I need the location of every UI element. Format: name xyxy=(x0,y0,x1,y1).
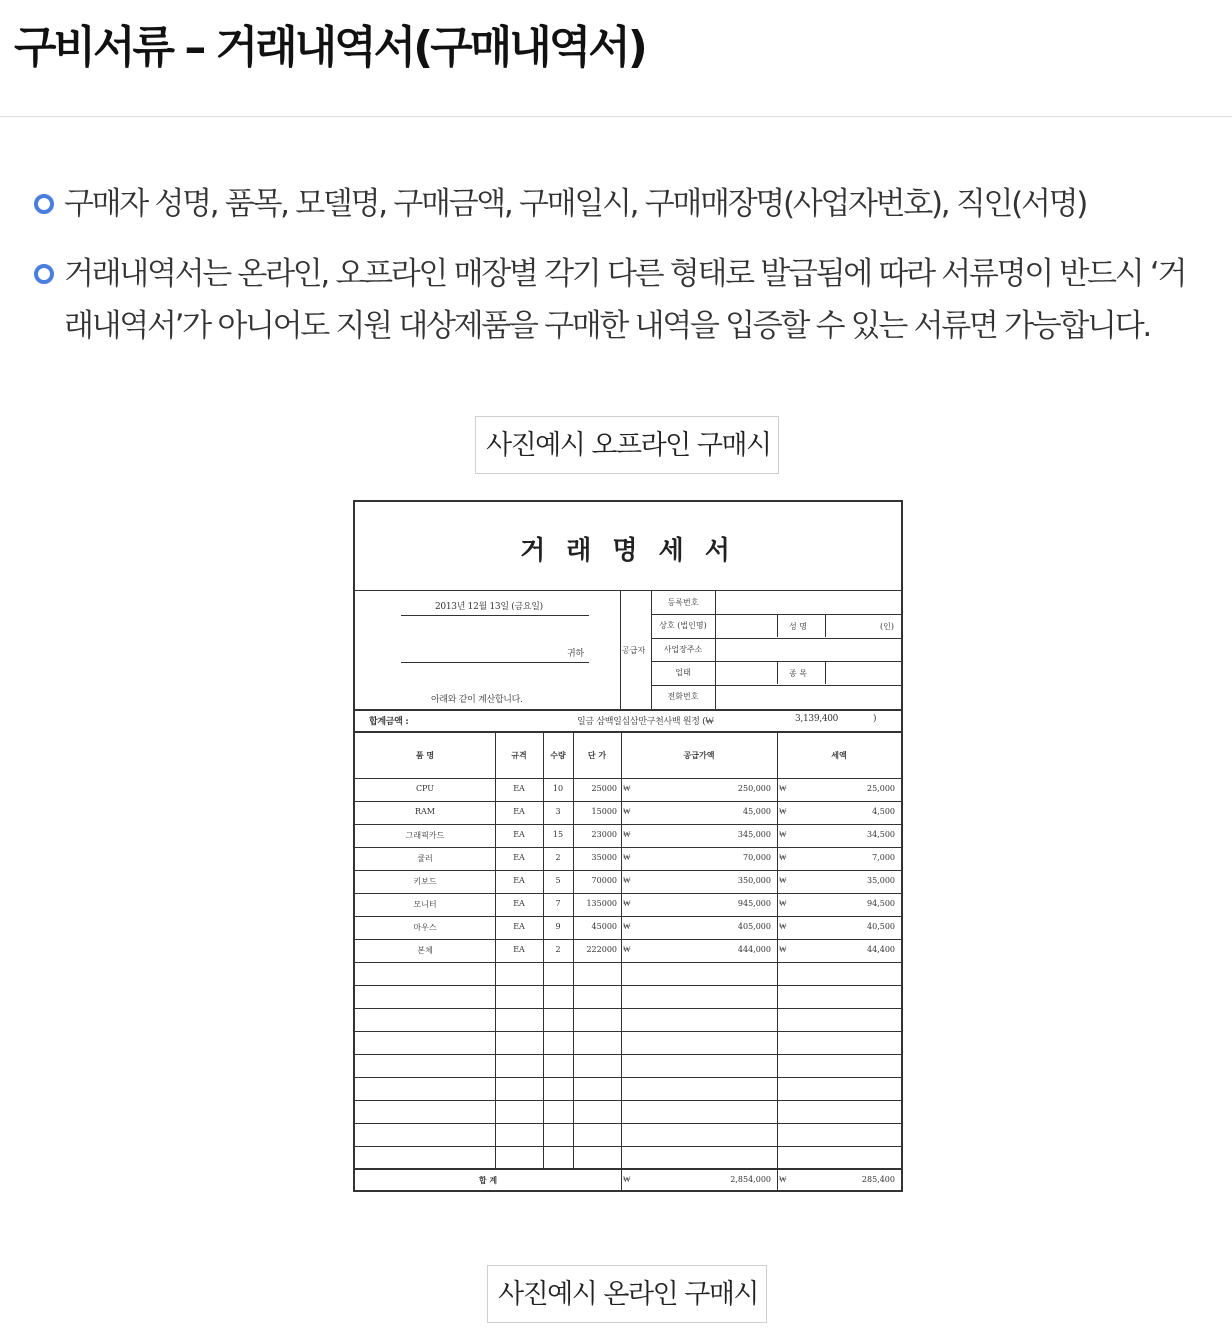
item-price: 70000 xyxy=(591,876,617,885)
item-name: 모니터 xyxy=(413,900,437,909)
divider xyxy=(651,591,652,709)
item-supply: 250,000 xyxy=(737,784,771,793)
divider xyxy=(825,614,826,637)
divider xyxy=(651,638,901,639)
supplier-extra: (인) xyxy=(880,622,894,631)
item-qty: 15 xyxy=(552,830,564,839)
currency-symbol: ₩ xyxy=(779,922,787,931)
currency-symbol: ₩ xyxy=(623,922,631,931)
invoice-note: 아래와 같이 계산합니다. xyxy=(431,695,523,705)
divider xyxy=(355,1054,901,1055)
recipient-suffix: 귀하 xyxy=(567,649,584,659)
column-header: 수량 xyxy=(550,750,566,760)
divider xyxy=(777,1169,778,1190)
supplier-field-label: 등록번호 xyxy=(667,598,699,607)
divider xyxy=(355,778,901,779)
divider xyxy=(777,733,778,1169)
divider xyxy=(355,801,901,802)
item-tax: 40,500 xyxy=(867,922,895,931)
column-header: 공급가액 xyxy=(683,750,715,760)
item-unit: EA xyxy=(513,922,525,931)
item-supply: 45,000 xyxy=(743,807,771,816)
supplier-field-label: 전화번호 xyxy=(667,691,699,701)
sum-label: 합 계 xyxy=(478,1175,498,1185)
divider xyxy=(355,1077,901,1078)
total-text: 일금 삼백일십삼만구천사백 원정 (₩ xyxy=(577,717,714,727)
divider xyxy=(715,591,716,709)
bullet-text: 구매자 성명, 품목, 모델명, 구매금액, 구매일시, 구매매장명(사업자번호), 직인(서명) xyxy=(64,186,1087,222)
item-price: 222000 xyxy=(586,945,617,954)
divider xyxy=(621,1169,622,1190)
divider xyxy=(355,847,901,848)
supplier-extra: 성 명 xyxy=(789,622,807,631)
item-unit: EA xyxy=(513,784,525,793)
item-supply: 345,000 xyxy=(737,830,771,839)
item-tax: 7,000 xyxy=(872,853,895,862)
divider xyxy=(355,1146,901,1147)
item-supply: 350,000 xyxy=(737,876,771,885)
list-item xyxy=(32,248,1212,352)
currency-symbol: ₩ xyxy=(623,876,631,885)
supplier-field-label: 사업장주소 xyxy=(663,644,703,654)
divider xyxy=(651,685,901,686)
invoice-title: 거 래 명 세 서 xyxy=(520,536,736,566)
divider xyxy=(651,661,901,662)
column-header: 규격 xyxy=(511,750,527,760)
currency-symbol: ₩ xyxy=(623,807,631,816)
divider xyxy=(355,1031,901,1032)
item-qty: 10 xyxy=(552,784,564,793)
column-header: 세액 xyxy=(831,750,847,760)
item-tax: 25,000 xyxy=(867,784,895,793)
divider xyxy=(651,614,901,615)
item-price: 135000 xyxy=(586,899,617,908)
divider xyxy=(355,590,901,591)
item-supply: 70,000 xyxy=(743,853,771,862)
item-unit: EA xyxy=(513,807,525,816)
item-qty: 5 xyxy=(555,876,561,885)
item-name: 쿨러 xyxy=(417,854,433,863)
divider xyxy=(777,661,778,684)
currency-symbol: ₩ xyxy=(623,784,631,793)
list-item xyxy=(32,178,1212,230)
offline-example-button[interactable]: 사진예시 오프라인 구매시 xyxy=(475,416,779,474)
invoice-image xyxy=(353,500,903,1192)
currency-symbol: ₩ xyxy=(779,784,787,793)
invoice-date: 2013년 12월 13일 (금요일) xyxy=(435,602,543,612)
item-price: 35000 xyxy=(591,853,617,862)
item-tax: 44,400 xyxy=(867,945,895,954)
supplier-extra: 종 목 xyxy=(789,669,807,678)
divider xyxy=(777,614,778,637)
divider xyxy=(621,733,622,1169)
currency-symbol: ₩ xyxy=(779,899,787,908)
item-qty: 7 xyxy=(555,899,561,908)
item-name: 마우스 xyxy=(413,923,437,932)
requirements-list xyxy=(32,178,1212,352)
item-qty: 9 xyxy=(555,922,561,931)
item-name: CPU xyxy=(415,784,435,793)
sum-tax: 285,400 xyxy=(861,1175,895,1184)
supplier-field-label: 상호 (법인명) xyxy=(659,621,707,631)
divider xyxy=(355,893,901,894)
title-divider xyxy=(0,116,1232,117)
item-price: 15000 xyxy=(591,807,617,816)
divider xyxy=(401,615,589,616)
bullet-circle-icon xyxy=(34,194,54,214)
item-tax: 34,500 xyxy=(867,830,895,839)
bullet-circle-icon xyxy=(34,264,54,284)
divider xyxy=(355,709,901,711)
currency-symbol: ₩ xyxy=(779,807,787,816)
divider xyxy=(355,1100,901,1101)
item-unit: EA xyxy=(513,899,525,908)
item-name: 그래픽카드 xyxy=(405,831,445,840)
item-name: 키보드 xyxy=(413,877,437,886)
item-supply: 405,000 xyxy=(737,922,771,931)
item-price: 45000 xyxy=(591,922,617,931)
divider xyxy=(355,870,901,871)
divider xyxy=(355,939,901,940)
item-supply: 945,000 xyxy=(737,899,771,908)
divider xyxy=(355,916,901,917)
currency-symbol: ₩ xyxy=(623,1175,631,1184)
divider xyxy=(355,824,901,825)
item-unit: EA xyxy=(513,945,525,954)
total-value: 3,139,400 xyxy=(795,714,839,724)
item-price: 23000 xyxy=(591,830,617,839)
item-qty: 2 xyxy=(555,853,561,862)
currency-symbol: ₩ xyxy=(623,899,631,908)
currency-symbol: ₩ xyxy=(779,945,787,954)
divider xyxy=(355,1123,901,1124)
currency-symbol: ₩ xyxy=(623,945,631,954)
currency-symbol: ₩ xyxy=(779,830,787,839)
divider xyxy=(825,661,826,684)
bullet-text: 거래내역서는 온라인, 오프라인 매장별 각기 다른 형태로 발급됨에 따라 서류명이 반드시 ‘거래내역서’가 아니어도 지원 대상제품을 구매한 내역을 입증할 수 있는 서류면 가능합니다. xyxy=(64,256,1186,344)
item-unit: EA xyxy=(513,876,525,885)
item-price: 25000 xyxy=(591,784,617,793)
divider xyxy=(355,985,901,986)
item-qty: 3 xyxy=(555,807,561,816)
divider xyxy=(620,591,621,709)
item-unit: EA xyxy=(513,830,525,839)
item-name: 본체 xyxy=(417,946,433,955)
item-supply: 444,000 xyxy=(737,945,771,954)
currency-symbol: ₩ xyxy=(623,853,631,862)
sum-supply: 2,854,000 xyxy=(730,1175,771,1184)
divider xyxy=(355,1008,901,1009)
divider xyxy=(355,731,901,733)
column-header: 단 가 xyxy=(587,750,607,760)
divider xyxy=(355,962,901,963)
item-tax: 4,500 xyxy=(872,807,895,816)
divider xyxy=(355,1168,901,1170)
item-qty: 2 xyxy=(555,945,561,954)
item-unit: EA xyxy=(513,853,525,862)
currency-symbol: ₩ xyxy=(779,1175,787,1184)
item-tax: 94,500 xyxy=(867,899,895,908)
divider xyxy=(401,662,589,663)
supplier-label: 공급자 xyxy=(622,646,646,655)
item-tax: 35,000 xyxy=(867,876,895,885)
item-name: RAM xyxy=(415,807,435,816)
supplier-field-label: 업태 xyxy=(675,668,691,678)
online-example-button[interactable]: 사진예시 온라인 구매시 xyxy=(487,1265,767,1323)
column-header: 품 명 xyxy=(415,750,435,760)
currency-symbol: ₩ xyxy=(779,853,787,862)
page-title: 구비서류 – 거래내역서(구매내역서) xyxy=(14,22,645,73)
total-label: 합계금액 : xyxy=(369,717,409,727)
total-close: ) xyxy=(873,714,877,724)
currency-symbol: ₩ xyxy=(623,830,631,839)
currency-symbol: ₩ xyxy=(779,876,787,885)
